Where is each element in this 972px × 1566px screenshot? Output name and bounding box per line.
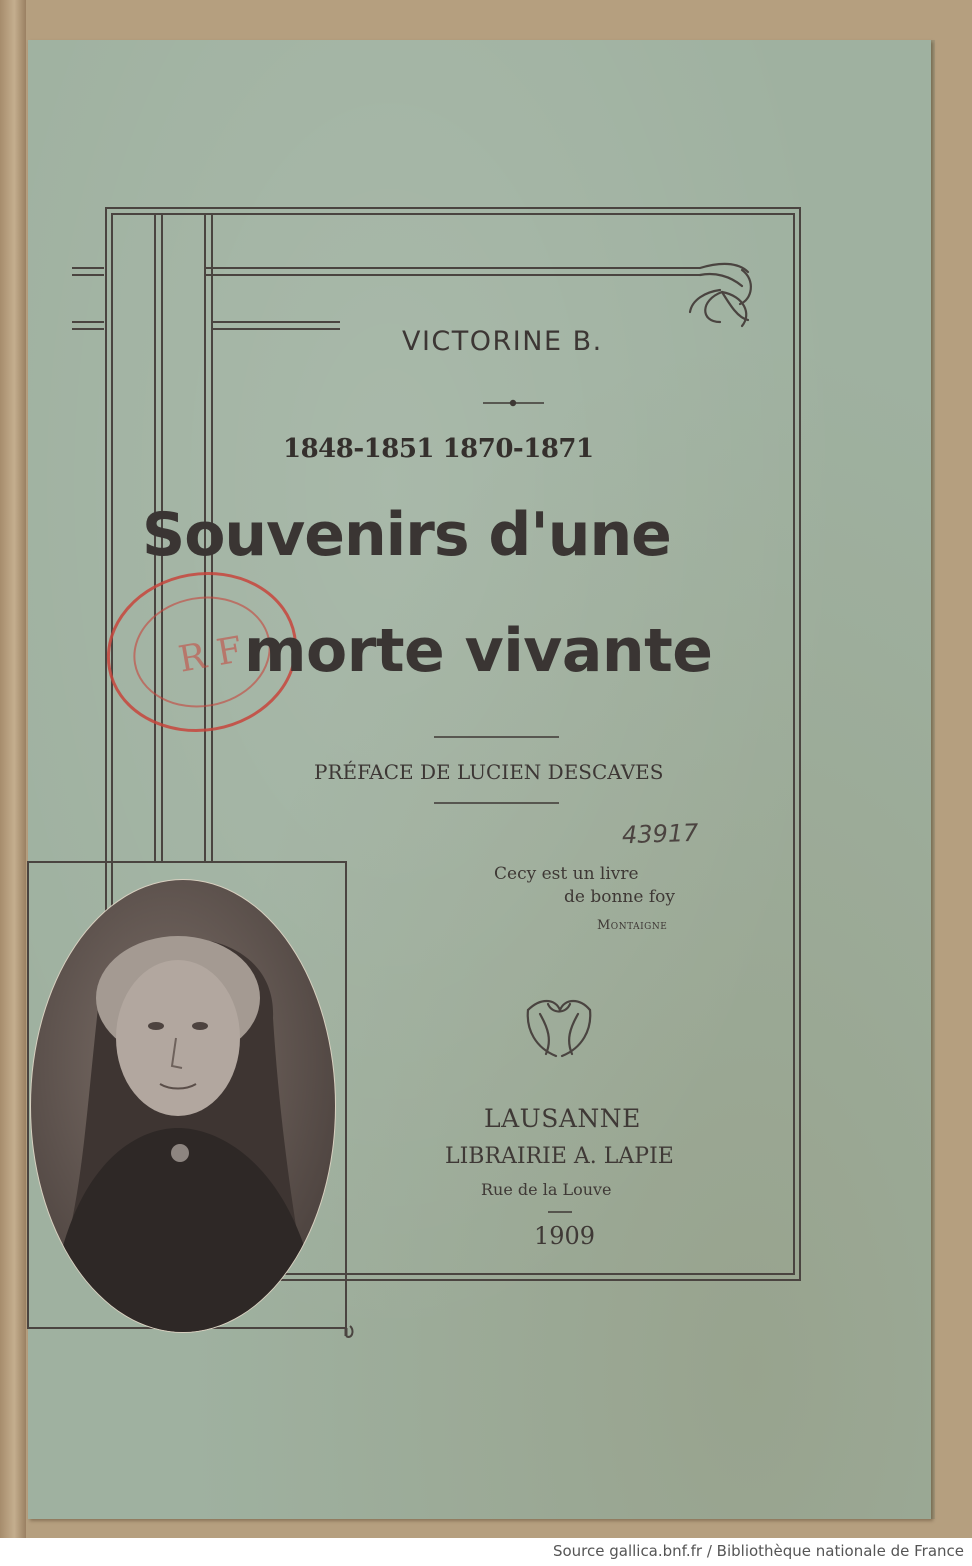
- epigraph-author: Montaigne: [597, 918, 668, 933]
- author-name: VICTORINE B.: [402, 326, 603, 357]
- publisher-name: LIBRAIRIE A. LAPIE: [445, 1144, 674, 1169]
- handwritten-call-number: 43917: [621, 818, 699, 850]
- publisher-address: Rue de la Louve: [481, 1180, 612, 1199]
- epigraph-line-1: Cecy est un livre: [494, 864, 639, 884]
- publication-city: LAUSANNE: [484, 1104, 641, 1133]
- source-credit: Source gallica.bnf.fr / Bibliothèque nationale de France: [552, 1542, 964, 1560]
- date-range: 1848-1851 1870-1871: [283, 434, 594, 464]
- book-title-line-2: morte vivante: [244, 616, 713, 686]
- horizontal-bars: [72, 268, 700, 329]
- portrait-photo-oval: [28, 878, 338, 1338]
- epigraph-line-2: de bonne foy: [564, 887, 675, 907]
- publication-year: 1909: [534, 1222, 596, 1250]
- floral-ornament-top-icon: [690, 264, 751, 326]
- book-title-line-1: Souvenirs d'une: [142, 500, 671, 570]
- preface-credit: PRÉFACE DE LUCIEN DESCAVES: [314, 760, 664, 784]
- art-nouveau-emblem-icon: [528, 1001, 591, 1056]
- svg-text:R F: R F: [175, 629, 246, 681]
- author-divider: [483, 401, 544, 406]
